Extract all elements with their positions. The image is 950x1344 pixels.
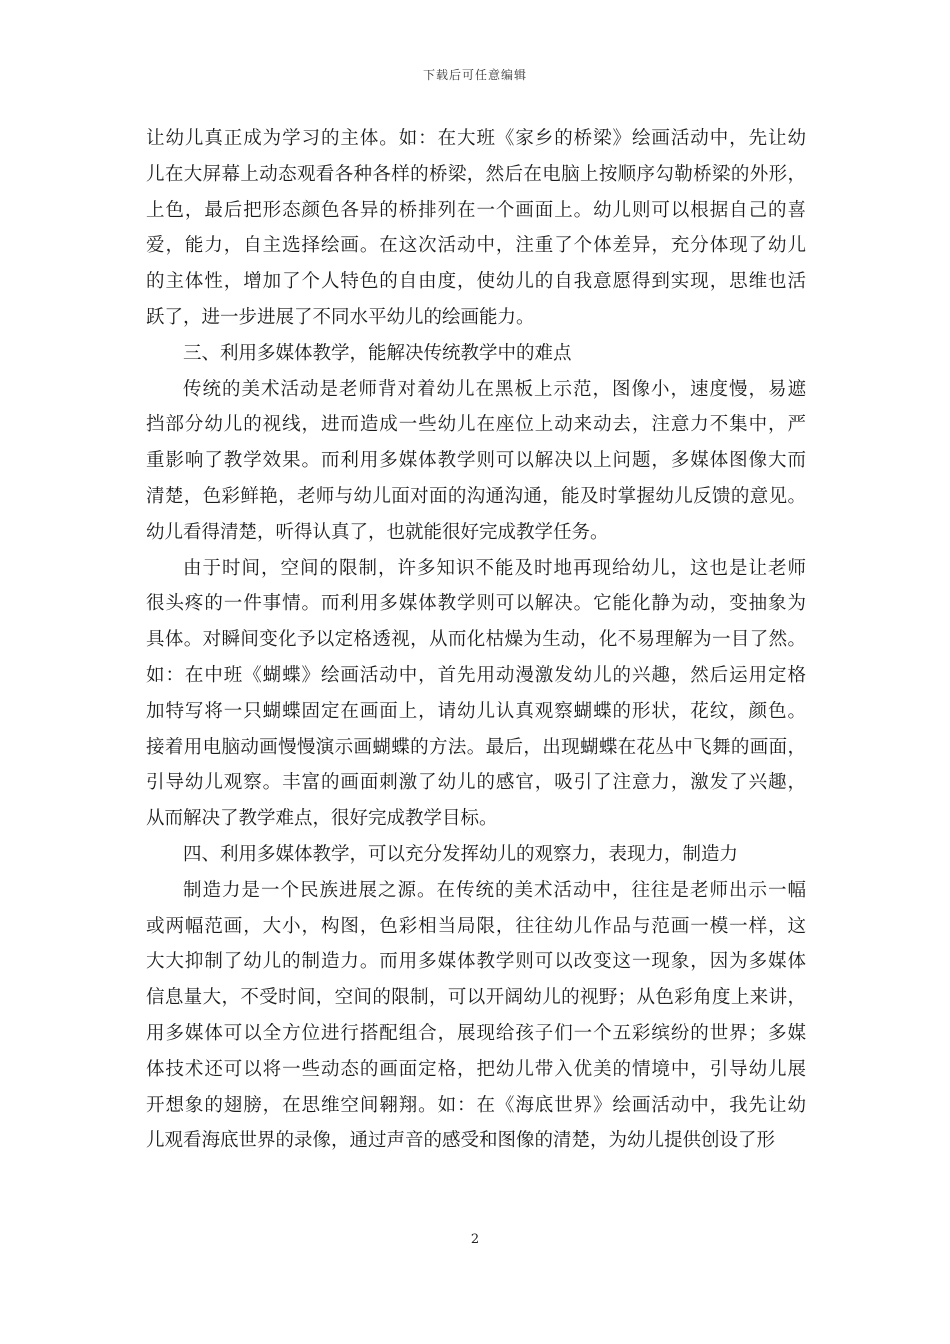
page-header: 下载后可任意编辑	[422, 68, 527, 82]
text-line: 爱，能力，自主选择绘画。在这次活动中，注重了个体差异，充分体现了幼儿	[146, 235, 806, 257]
page-number: 2	[470, 1232, 480, 1247]
text-line: 跃了，进一步进展了不同水平幼儿的绘画能力。	[146, 306, 535, 328]
text-line: 制造力是一个民族进展之源。在传统的美术活动中，往往是老师出示一幅	[183, 879, 806, 901]
paragraph	[146, 873, 806, 1159]
text-line: 接着用电脑动画慢慢演示画蝴蝶的方法。最后，出现蝴蝶在花丛中飞舞的画面，	[146, 736, 806, 758]
text-line: 加特写将一只蝴蝶固定在画面上，请幼儿认真观察蝴蝶的形状，花纹，颜色。	[146, 700, 806, 722]
text-line: 或两幅范画，大小，构图，色彩相当局限，往往幼儿作品与范画一模一样，这	[146, 915, 806, 937]
paragraph	[146, 121, 806, 336]
text-line: 如：在中班《蝴蝶》绘画活动中，首先用动漫激发幼儿的兴趣，然后运用定格	[146, 664, 806, 686]
text-line: 幼儿看得清楚，听得认真了，也就能很好完成教学任务。	[146, 521, 609, 543]
text-line: 上色，最后把形态颜色各异的桥排列在一个画面上。幼儿则可以根据自己的喜	[146, 199, 806, 221]
text-line: 大大抑制了幼儿的制造力。而用多媒体教学则可以改变这一现象，因为多媒体	[146, 951, 806, 973]
section-heading	[146, 336, 806, 372]
text-line: 四、利用多媒体教学，可以充分发挥幼儿的观察力，表现力，制造力	[183, 843, 739, 865]
text-line: 很头疼的一件事情。而利用多媒体教学则可以解决。它能化静为动，变抽象为	[146, 593, 806, 615]
text-line: 用多媒体可以全方位进行搭配组合，展现给孩子们一个五彩缤纷的世界；多媒	[146, 1022, 806, 1044]
text-line: 由于时间，空间的限制，许多知识不能及时地再现给幼儿，这也是让老师	[183, 557, 806, 579]
text-line: 重影响了教学效果。而利用多媒体教学则可以解决以上问题，多媒体图像大而	[146, 450, 806, 472]
text-line: 从而解决了教学难点，很好完成教学目标。	[146, 808, 498, 830]
paragraph	[146, 372, 806, 551]
section-heading	[146, 837, 806, 873]
text-line: 具体。对瞬间变化予以定格透视，从而化枯燥为生动，化不易理解为一目了然。	[146, 629, 806, 651]
text-line: 儿观看海底世界的录像，通过声音的感受和图像的清楚，为幼儿提供创设了形	[146, 1130, 776, 1152]
text-line: 引导幼儿观察。丰富的画面刺激了幼儿的感官，吸引了注意力，激发了兴趣，	[146, 772, 806, 794]
text-line: 让幼儿真正成为学习的主体。如：在大班《家乡的桥梁》绘画活动中，先让幼	[146, 128, 806, 149]
text-line: 传统的美术活动是老师背对着幼儿在黑板上示范，图像小，速度慢，易遮	[183, 378, 806, 400]
text-line: 体技术还可以将一些动态的画面定格，把幼儿带入优美的情境中，引导幼儿展	[146, 1058, 806, 1080]
text-line: 挡部分幼儿的视线，进而造成一些幼儿在座位上动来动去，注意力不集中，严	[146, 414, 806, 436]
text-line: 三、利用多媒体教学，能解决传统教学中的难点	[183, 342, 572, 364]
document-body	[146, 121, 806, 1159]
paragraph	[146, 551, 806, 837]
text-line: 儿在大屏幕上动态观看各种各样的桥梁，然后在电脑上按顺序勾勒桥梁的外形，	[146, 163, 806, 185]
text-line: 信息量大，不受时间，空间的限制，可以开阔幼儿的视野；从色彩角度上来讲，	[146, 987, 806, 1009]
text-line: 开想象的翅膀，在思维空间翱翔。如：在《海底世界》绘画活动中，我先让幼	[146, 1094, 806, 1116]
text-line: 清楚，色彩鲜艳，老师与幼儿面对面的沟通沟通，能及时掌握幼儿反馈的意见。	[146, 485, 806, 507]
text-line: 的主体性，增加了个人特色的自由度，使幼儿的自我意愿得到实现，思维也活	[146, 271, 806, 293]
